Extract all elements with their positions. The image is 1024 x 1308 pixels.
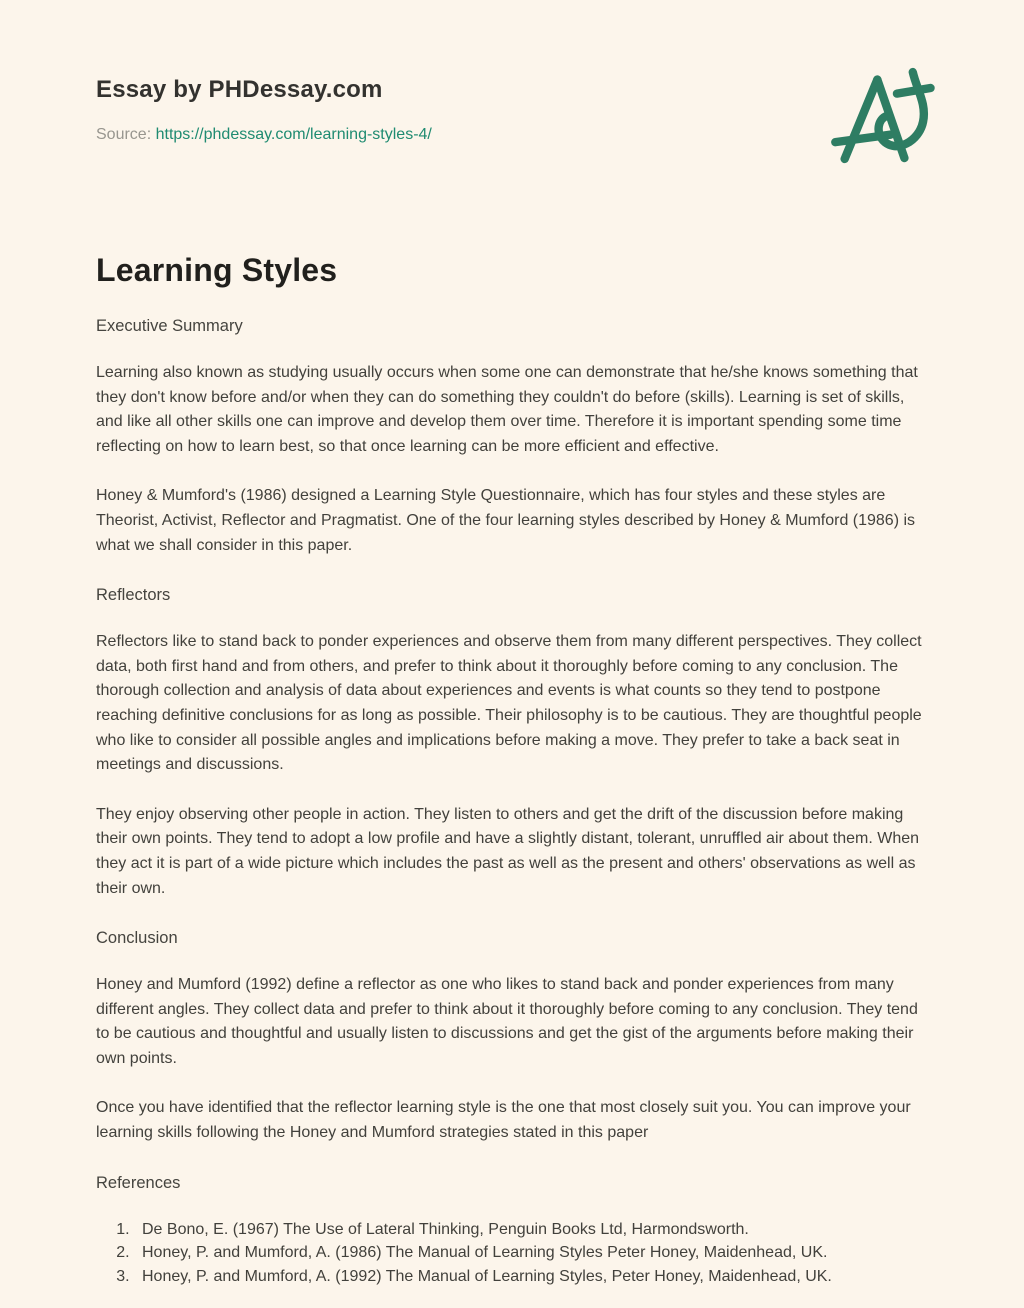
paragraph: They enjoy observing other people in action. They listen to others and get the drift of the discussion before making their own points. They tend to adopt a low profile and have a slightly distant, tolerant, unruffled air about them. When they act it is part of a wide picture which includes the past as well as the present and others' observations as well as their own. [96, 805, 920, 897]
section-heading-conclusion: Conclusion [96, 929, 178, 948]
references-list [120, 1218, 932, 1289]
paragraph: Learning also known as studying usually occurs when some one can demonstrate that he/she knows something that they don't know before and/or when they can do something they couldn't do before (skills). Learning is set of skills, and like all other skills one can improve and develop them over time. Therefore it is important spending some time reflecting on how to learn best, so that once learning can be more efficient and effective. [96, 364, 918, 455]
paragraph: Reflectors like to stand back to ponder experiences and observe them from many different perspectives. They collect data, both first hand and from others, and prefer to think about it thoroughly before coming to any conclusion. The thorough collection and analysis of data about experiences and events is what counts so they tend to postpone reaching definitive conclusions for as long as possible. Their philosophy is to be cautious. They are thoughtful people who like to consider all possible angles and implications before making a move. They prefer to take a back seat in meetings and discussions. [96, 633, 922, 774]
reference-item: 3. Honey, P. and Mumford, A. (1992) The Manual of Learning Styles, Peter Honey, Maidenhead, UK. [134, 1265, 932, 1289]
reference-item: 1. De Bono, E. (1967) The Use of Lateral Thinking, Penguin Books Ltd, Harmondsworth. [134, 1218, 932, 1242]
reference-item: 2. Honey, P. and Mumford, A. (1986) The Manual of Learning Styles Peter Honey, Maidenhead, UK. [134, 1241, 932, 1265]
article-title: Learning Styles [96, 252, 338, 288]
paragraph: Honey & Mumford's (1986) designed a Learning Style Questionnaire, which has four styles and these styles are Theorist, Activist, Reflector and Pragmatist. One of the four learning styles described by Honey & Mumford (1986) is what we shall consider in this paper. [96, 487, 916, 554]
logo-a-left-stroke [845, 80, 878, 159]
source-line [96, 126, 432, 144]
paragraph: Honey and Mumford (1992) define a reflector as one who likes to stand back and ponder experiences from many different angles. They collect data and prefer to think about it thoroughly before coming to any conclusion. They tend to be cautious and thoughtful and usually listen to discussions and get the gist of the arguments before making their own points. [96, 976, 918, 1067]
content-container [96, 0, 932, 1308]
source-label: Source: [96, 126, 152, 143]
section-heading-reflectors: Reflectors [96, 586, 171, 605]
header-title: Essay by PHDessay.com [96, 76, 383, 103]
page-header [96, 72, 932, 168]
paragraph: Once you have identified that the reflector learning style is the one that most closely suit you. You can improve your learning skills following the Honey and Mumford strategies stated in this paper [96, 1099, 911, 1142]
section-heading-references: References [96, 1173, 181, 1192]
source-link[interactable]: https://phdessay.com/learning-styles-4/ [155, 126, 432, 143]
section-heading-executive-summary: Executive Summary [96, 317, 243, 335]
aplus-logo-icon [826, 64, 938, 168]
header-text-block [96, 72, 432, 144]
